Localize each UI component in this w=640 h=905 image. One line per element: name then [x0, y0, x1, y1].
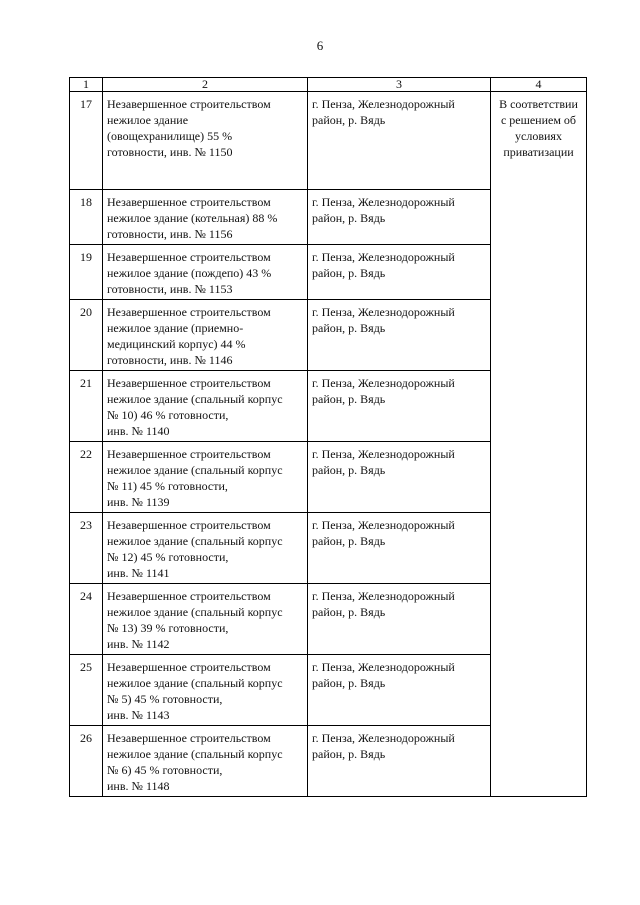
object-address: г. Пенза, Железнодорожный район, р. Вядь: [308, 513, 491, 584]
object-address: г. Пенза, Железнодорожный район, р. Вядь: [308, 726, 491, 797]
table-header-row: [70, 78, 587, 92]
object-address: г. Пенза, Железнодорожный район, р. Вядь: [308, 245, 491, 300]
object-address: г. Пенза, Железнодорожный район, р. Вядь: [308, 92, 491, 190]
row-number: 19: [70, 245, 103, 300]
object-description: Незавершенное строительством нежилое здание (пождепо) 43 % готовности, инв. № 1153: [103, 245, 308, 300]
object-description: Незавершенное строительством нежилое здание (спальный корпус № 11) 45 % готовности, инв. № 1139: [103, 442, 308, 513]
column-header: 3: [308, 78, 491, 92]
row-number: 20: [70, 300, 103, 371]
object-description: Незавершенное строительством нежилое здание (спальный корпус № 13) 39 % готовности, инв. № 1142: [103, 584, 308, 655]
row-number: 24: [70, 584, 103, 655]
row-number: 26: [70, 726, 103, 797]
row-number: 21: [70, 371, 103, 442]
object-address: г. Пенза, Железнодорожный район, р. Вядь: [308, 190, 491, 245]
object-address: г. Пенза, Железнодорожный район, р. Вядь: [308, 442, 491, 513]
row-number: 23: [70, 513, 103, 584]
object-description: Незавершенное строительством нежилое здание (спальный корпус № 12) 45 % готовности, инв. № 1141: [103, 513, 308, 584]
object-description: Незавершенное строительством нежилое здание (котельная) 88 % готовности, инв. № 1156: [103, 190, 308, 245]
row-number: 22: [70, 442, 103, 513]
page-number: 6: [316, 38, 324, 53]
column-header: 4: [491, 78, 587, 92]
object-address: г. Пенза, Железнодорожный район, р. Вядь: [308, 584, 491, 655]
column-header: 2: [103, 78, 308, 92]
row-number: 25: [70, 655, 103, 726]
table-row: [70, 92, 587, 190]
row-number: 18: [70, 190, 103, 245]
object-description: Незавершенное строительством нежилое здание (овощехранилище) 55 % готовности, инв. № 1150: [103, 92, 308, 190]
property-table: [69, 77, 587, 797]
object-address: г. Пенза, Железнодорожный район, р. Вядь: [308, 655, 491, 726]
object-description: Незавершенное строительством нежилое здание (спальный корпус № 10) 46 % готовности, инв. № 1140: [103, 371, 308, 442]
column-header: 1: [70, 78, 103, 92]
object-address: г. Пенза, Железнодорожный район, р. Вядь: [308, 300, 491, 371]
object-description: Незавершенное строительством нежилое здание (приемно- медицинский корпус) 44 % готовности, инв. № 1146: [103, 300, 308, 371]
row-number: 17: [70, 92, 103, 190]
object-description: Незавершенное строительством нежилое здание (спальный корпус № 5) 45 % готовности, инв. № 1143: [103, 655, 308, 726]
object-description: Незавершенное строительством нежилое здание (спальный корпус № 6) 45 % готовности, инв. № 1148: [103, 726, 308, 797]
object-address: г. Пенза, Железнодорожный район, р. Вядь: [308, 371, 491, 442]
privatization-note: В соответствии с решением об условиях приватизации: [491, 92, 587, 797]
